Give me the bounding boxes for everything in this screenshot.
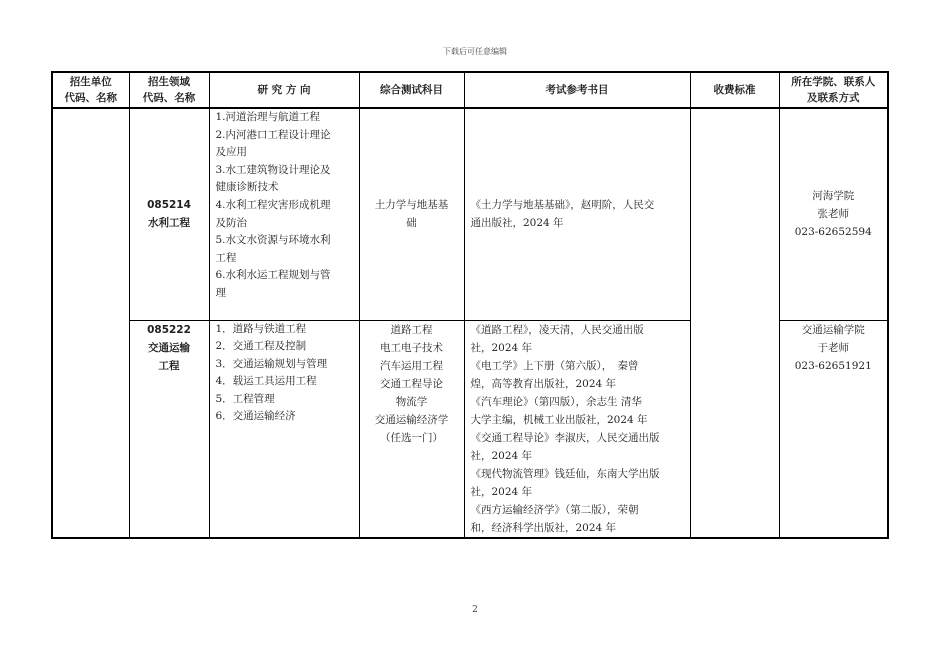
- book-line: 《交通工程导论》李淑庆，人民交通出版: [470, 431, 660, 444]
- direction-line: 3.水工建筑物设计理论及: [215, 163, 331, 176]
- header-field-line1: 招生领域: [148, 76, 190, 88]
- book-line: 《土力学与地基基础》，赵明阶，人民交: [470, 199, 655, 212]
- direction-line: 及应用: [215, 146, 247, 159]
- contact-phone: 023-62651921: [794, 359, 872, 372]
- direction-line: 6.水利水运工程规划与管: [215, 269, 331, 282]
- direction-line: 及防治: [215, 216, 247, 229]
- contact-college: 交通运输学院: [801, 323, 865, 336]
- field-cell: [129, 108, 209, 320]
- field-name: 水利工程: [148, 217, 190, 230]
- book-line: 《电工学》上下册（第六版）， 秦曾: [470, 359, 639, 372]
- test-line: 交通工程导论: [380, 377, 443, 390]
- book-line: 社，2024 年: [470, 341, 533, 354]
- test-line: 交通运输经济学: [374, 413, 449, 426]
- direction-line: 工程: [215, 251, 237, 264]
- contact-cell: [779, 320, 888, 538]
- direction-line: 6．交通运输经济: [215, 410, 296, 423]
- contact-phone: 023-62652594: [794, 226, 872, 239]
- direction-line: 2.内河港口工程设计理论: [215, 128, 331, 141]
- field-code: 085214: [147, 199, 191, 212]
- field-cell: [129, 320, 209, 538]
- book-line: 社，2024 年: [470, 449, 533, 462]
- test-line: 物流学: [395, 395, 428, 408]
- book-line: 社，2024 年: [470, 485, 533, 498]
- book-line: 大学主编，机械工业出版社，2024 年: [470, 413, 648, 426]
- test-line: 土力学与地基基: [374, 199, 449, 212]
- direction-line: 1．道路与铁道工程: [215, 322, 307, 335]
- book-line: 《汽车理论》（第四版），余志生 清华: [470, 395, 642, 408]
- field-name-line: 工程: [158, 359, 180, 372]
- book-line: 《西方运输经济学》（第二版），荣朝: [470, 503, 639, 516]
- header-books: 考试参考书目: [464, 72, 690, 108]
- test-line: 电工电子技术: [380, 341, 443, 354]
- direction-line: 4.水利工程灾害形成机理: [215, 198, 331, 211]
- header-test: 综合测试科目: [359, 72, 464, 108]
- direction-line: 健康诊断技术: [215, 181, 279, 194]
- field-name-line: 交通运输: [148, 341, 190, 354]
- book-line: 和，经济科学出版社，2024 年: [470, 521, 617, 534]
- table-row: [52, 108, 888, 320]
- test-cell: [359, 108, 464, 320]
- contact-person: 张老师: [817, 208, 849, 221]
- test-line: （任选一门）: [380, 431, 443, 444]
- direction-line: 3．交通运输规划与管理: [215, 357, 328, 370]
- books-cell: [464, 108, 690, 320]
- direction-line: 2．交通工程及控制: [215, 340, 307, 353]
- header-contact-line2: 及联系方式: [807, 92, 860, 104]
- direction-line: 4．载运工具运用工程: [215, 375, 317, 388]
- admission-table: [51, 71, 889, 539]
- direction-cell: [209, 320, 359, 538]
- header-field-line2: 代码、名称: [142, 92, 196, 104]
- header-field: [129, 72, 209, 108]
- fee-cell: [690, 108, 779, 538]
- header-direction: 研 究 方 向: [209, 72, 359, 108]
- book-line: 《道路工程》，凌天清，人民交通出版: [470, 323, 644, 336]
- header-unit-line1: 招生单位: [69, 76, 112, 88]
- contact-person: 于老师: [817, 341, 849, 354]
- direction-line: 理: [215, 286, 226, 299]
- direction-line: 5．工程管理: [215, 392, 275, 405]
- test-line: 汽车运用工程: [380, 359, 443, 372]
- books-cell: [464, 320, 690, 538]
- test-line: 础: [406, 217, 417, 230]
- header-contact: [779, 72, 888, 108]
- book-line: 《现代物流管理》钱廷仙，东南大学出版: [470, 467, 660, 480]
- header-fee: 收费标准: [690, 72, 779, 108]
- direction-cell: [209, 108, 359, 320]
- test-line: 道路工程: [390, 323, 433, 336]
- header-contact-line1: 所在学院、联系人: [791, 76, 876, 88]
- book-line: 煌，高等教育出版社，2024 年: [470, 377, 617, 390]
- header-note: 下载后可任意编辑: [443, 47, 507, 56]
- book-line: 通出版社，2024 年: [470, 217, 564, 230]
- direction-line: 1.河道治理与航道工程: [215, 111, 321, 123]
- unit-cell: [52, 108, 129, 538]
- header-unit-line2: 代码、名称: [64, 92, 117, 104]
- direction-line: 5.水文水资源与环境水利: [215, 234, 331, 247]
- contact-college: 河海学院: [812, 190, 855, 203]
- table-header-row: [52, 72, 888, 108]
- contact-cell: [779, 108, 888, 320]
- header-unit: [52, 72, 129, 108]
- page-number: 2: [472, 605, 478, 615]
- test-cell: [359, 320, 464, 538]
- field-code: 085222: [147, 323, 191, 336]
